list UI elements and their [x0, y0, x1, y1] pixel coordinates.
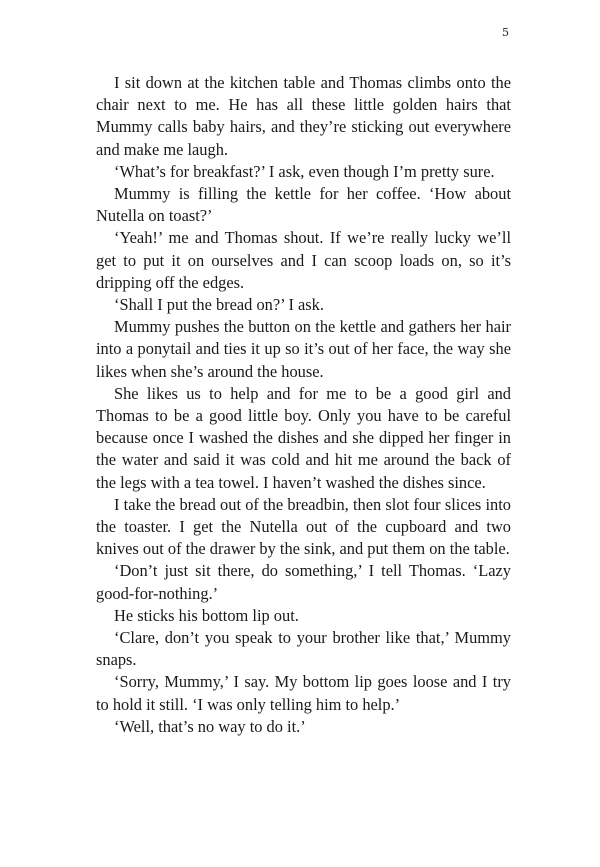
paragraph: ‘Sorry, Mummy,’ I say. My bottom lip goes loose and I try to hold it still. ‘I was only telling him to help.’ [96, 672, 511, 714]
paragraph: She likes us to help and for me to be a good girl and Thomas to be a good little boy. Only you have to be careful because once I washed the dishes and she dipped her finger in the water and said it was cold and hit me around the back of the legs with a tea towel. I haven’t washed the dishes since. [96, 383, 511, 492]
paragraph: I sit down at the kitchen table and Thomas climbs onto the chair next to me. He has all these little golden hairs that Mummy calls baby hairs, and they’re sticking out everywhere and make me laugh. [96, 73, 511, 159]
paragraph: ‘Well, that’s no way to do it.’ [114, 716, 306, 736]
paragraph: He sticks his bottom lip out. [114, 605, 299, 625]
paragraph: ‘Don’t just sit there, do something,’ I tell Thomas. ‘Lazy good-for-nothing.’ [96, 561, 511, 603]
paragraph: I take the bread out of the breadbin, then slot four slices into the toaster. I get the Nutella out of the cupboard and two knives out of the drawer by the sink, and put them on the table. [96, 494, 511, 559]
paragraph: Mummy pushes the button on the kettle and gathers her hair into a ponytail and ties it up so it’s out of her face, the way she likes when she’s around the house. [96, 317, 511, 381]
paragraph: ‘What’s for breakfast?’ I ask, even though I’m pretty sure. [114, 161, 495, 181]
paragraph: ‘Yeah!’ me and Thomas shout. If we’re really lucky we’ll get to put it on ourselves and I can scoop loads on, so it’s dripping off the edges. [96, 228, 511, 292]
body-text [96, 72, 511, 738]
page-number: 5 [502, 26, 509, 39]
paragraph: Mummy is filling the kettle for her coffee. ‘How about Nutella on toast?’ [96, 184, 511, 226]
paragraph: ‘Shall I put the bread on?’ I ask. [114, 295, 324, 315]
paragraph: ‘Clare, don’t you speak to your brother like that,’ Mummy snaps. [96, 628, 511, 670]
